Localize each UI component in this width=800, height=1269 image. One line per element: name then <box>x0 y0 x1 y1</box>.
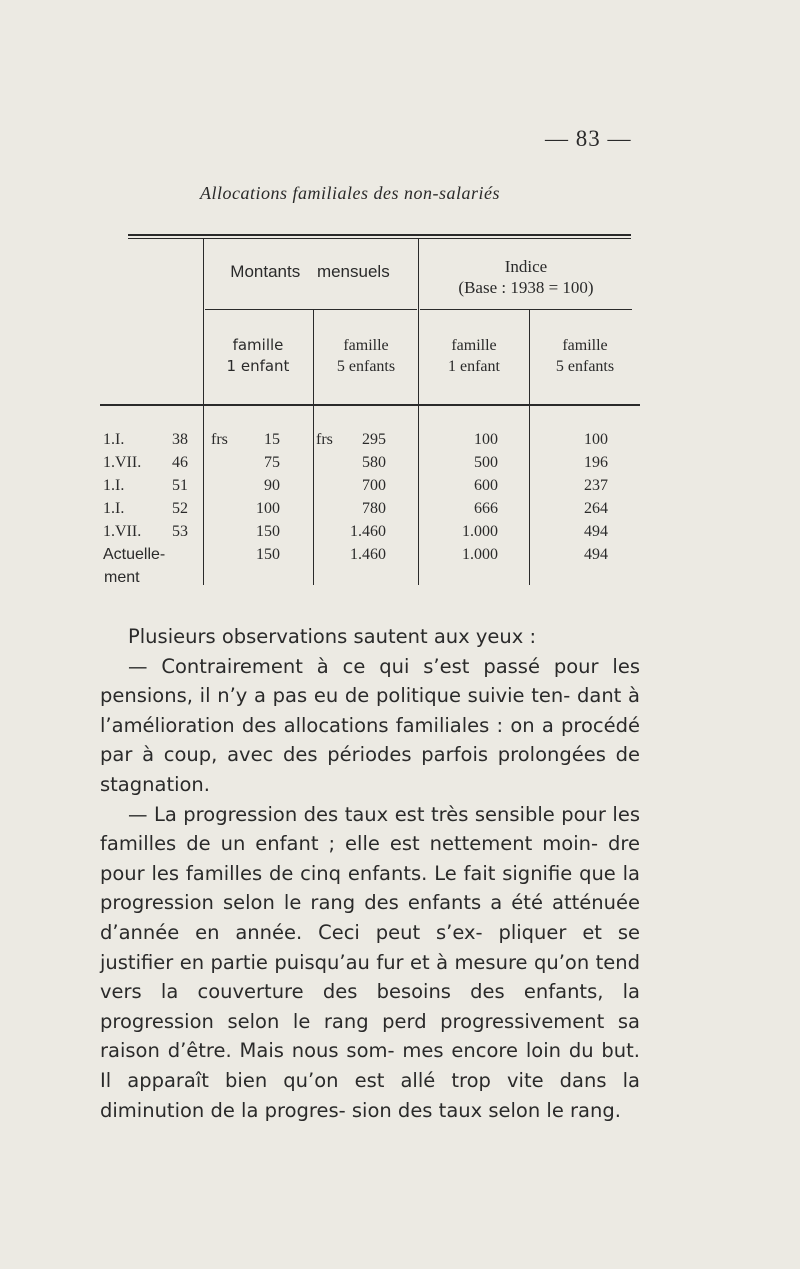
vline-header-1 <box>203 239 204 404</box>
page-number: — 83 — <box>545 126 632 151</box>
vline-body-3 <box>418 405 419 585</box>
header-amounts: Montants mensuels <box>230 262 390 281</box>
row-year: 51 <box>172 477 188 494</box>
subheader-line1: famille <box>343 337 389 354</box>
row-amount-1child: 100 <box>256 500 280 517</box>
row-amount-5children: 700 <box>362 477 386 494</box>
row-amount-1child: 150 <box>256 546 280 563</box>
row-currency: frs <box>316 431 333 448</box>
row-date: 1.VII. <box>103 523 142 540</box>
row-amount-1child: 75 <box>264 454 280 471</box>
row-index-1child: 600 <box>474 477 498 494</box>
row-amount-5children: 1.460 <box>350 523 386 540</box>
row-amount-5children: 580 <box>362 454 386 471</box>
vline-body-2 <box>313 405 314 585</box>
last-row-date-continuation: ment <box>104 569 140 586</box>
row-index-5children: 196 <box>584 454 608 471</box>
row-index-5children: 237 <box>584 477 608 494</box>
row-amount-1child: 150 <box>256 523 280 540</box>
header-index-line1: Indice <box>504 257 548 276</box>
subheader-amount-1child <box>204 335 312 377</box>
subheader-line2: 1 enfant <box>448 358 500 375</box>
row-index-5children: 264 <box>584 500 608 517</box>
vline-body-1 <box>203 405 204 585</box>
row-index-1child: 666 <box>474 500 498 517</box>
group-divider-rule-right <box>420 309 632 310</box>
row-date: 1.I. <box>103 500 125 517</box>
paragraph: — Contrairement à ce qui s’est passé pour les pensions, il n’y a pas eu de politique suivie ten- dant à l’amélioration des allocations familiales : on a procédé par à coup, avec des périodes parfois prolongées de stagnation. <box>100 654 640 796</box>
row-index-5children: 494 <box>584 546 608 563</box>
row-year: 46 <box>172 454 188 471</box>
row-date: 1.I. <box>103 431 125 448</box>
row-index-1child: 1.000 <box>462 546 498 563</box>
row-index-1child: 1.000 <box>462 523 498 540</box>
row-index-1child: 100 <box>474 431 498 448</box>
row-date: 1.I. <box>103 477 125 494</box>
paragraph: Plusieurs observations sautent aux yeux : <box>128 625 537 648</box>
subheader-line2: 1 enfant <box>226 357 290 375</box>
subheader-line1: famille <box>562 337 608 354</box>
vline-header-2 <box>418 239 419 404</box>
row-index-5children: 100 <box>584 431 608 448</box>
subheader-amount-5children <box>314 335 418 377</box>
row-amount-5children: 1.460 <box>350 546 386 563</box>
subheader-line2: 5 enfants <box>555 358 615 375</box>
row-amount-5children: 780 <box>362 500 386 517</box>
row-year: 53 <box>172 523 188 540</box>
header-bottom-rule <box>100 404 640 406</box>
paragraph: — La progression des taux est très sensible pour les familles de un enfant ; elle est nettement moin- dre pour les familles de cinq enfants. Le fait signifie que la progression selon le rang des enfants a été atténuée d’année en année. Ceci peut s’ex- pliquer et se justifier en partie puisqu’au fur et à mesure qu’on tend vers la couverture des besoins des enfants, la progression selon le rang perd progressivement sa raison d’être. Mais nous som- mes encore loin du but. Il apparaît bien qu’on est allé trop vite dans la diminution de la progres- sion des taux selon le rang. <box>100 802 640 1122</box>
row-year: 38 <box>172 431 188 448</box>
row-amount-5children: 295 <box>362 431 386 448</box>
table-caption: Allocations familiales des non-salariés <box>200 183 500 203</box>
row-year: 52 <box>172 500 188 517</box>
subheader-line2: 5 enfants <box>336 358 396 375</box>
row-date: 1.VII. <box>103 454 142 471</box>
row-index-1child: 500 <box>474 454 498 471</box>
table-top-rule <box>128 234 631 236</box>
vline-body-4 <box>529 405 530 585</box>
subheader-line1: famille <box>451 337 497 354</box>
row-index-5children: 494 <box>584 523 608 540</box>
header-index-line2: (Base : 1938 = 100) <box>458 278 594 297</box>
subheader-line1: famille <box>232 336 284 354</box>
subheader-index-5children <box>530 335 640 377</box>
row-amount-1child: 90 <box>264 477 280 494</box>
row-amount-1child: 15 <box>264 431 280 448</box>
row-date: Actuelle- <box>103 546 166 563</box>
group-divider-rule-left <box>205 309 417 310</box>
subheader-index-1child <box>419 335 529 377</box>
row-currency: frs <box>211 431 228 448</box>
body-text <box>100 622 640 1125</box>
